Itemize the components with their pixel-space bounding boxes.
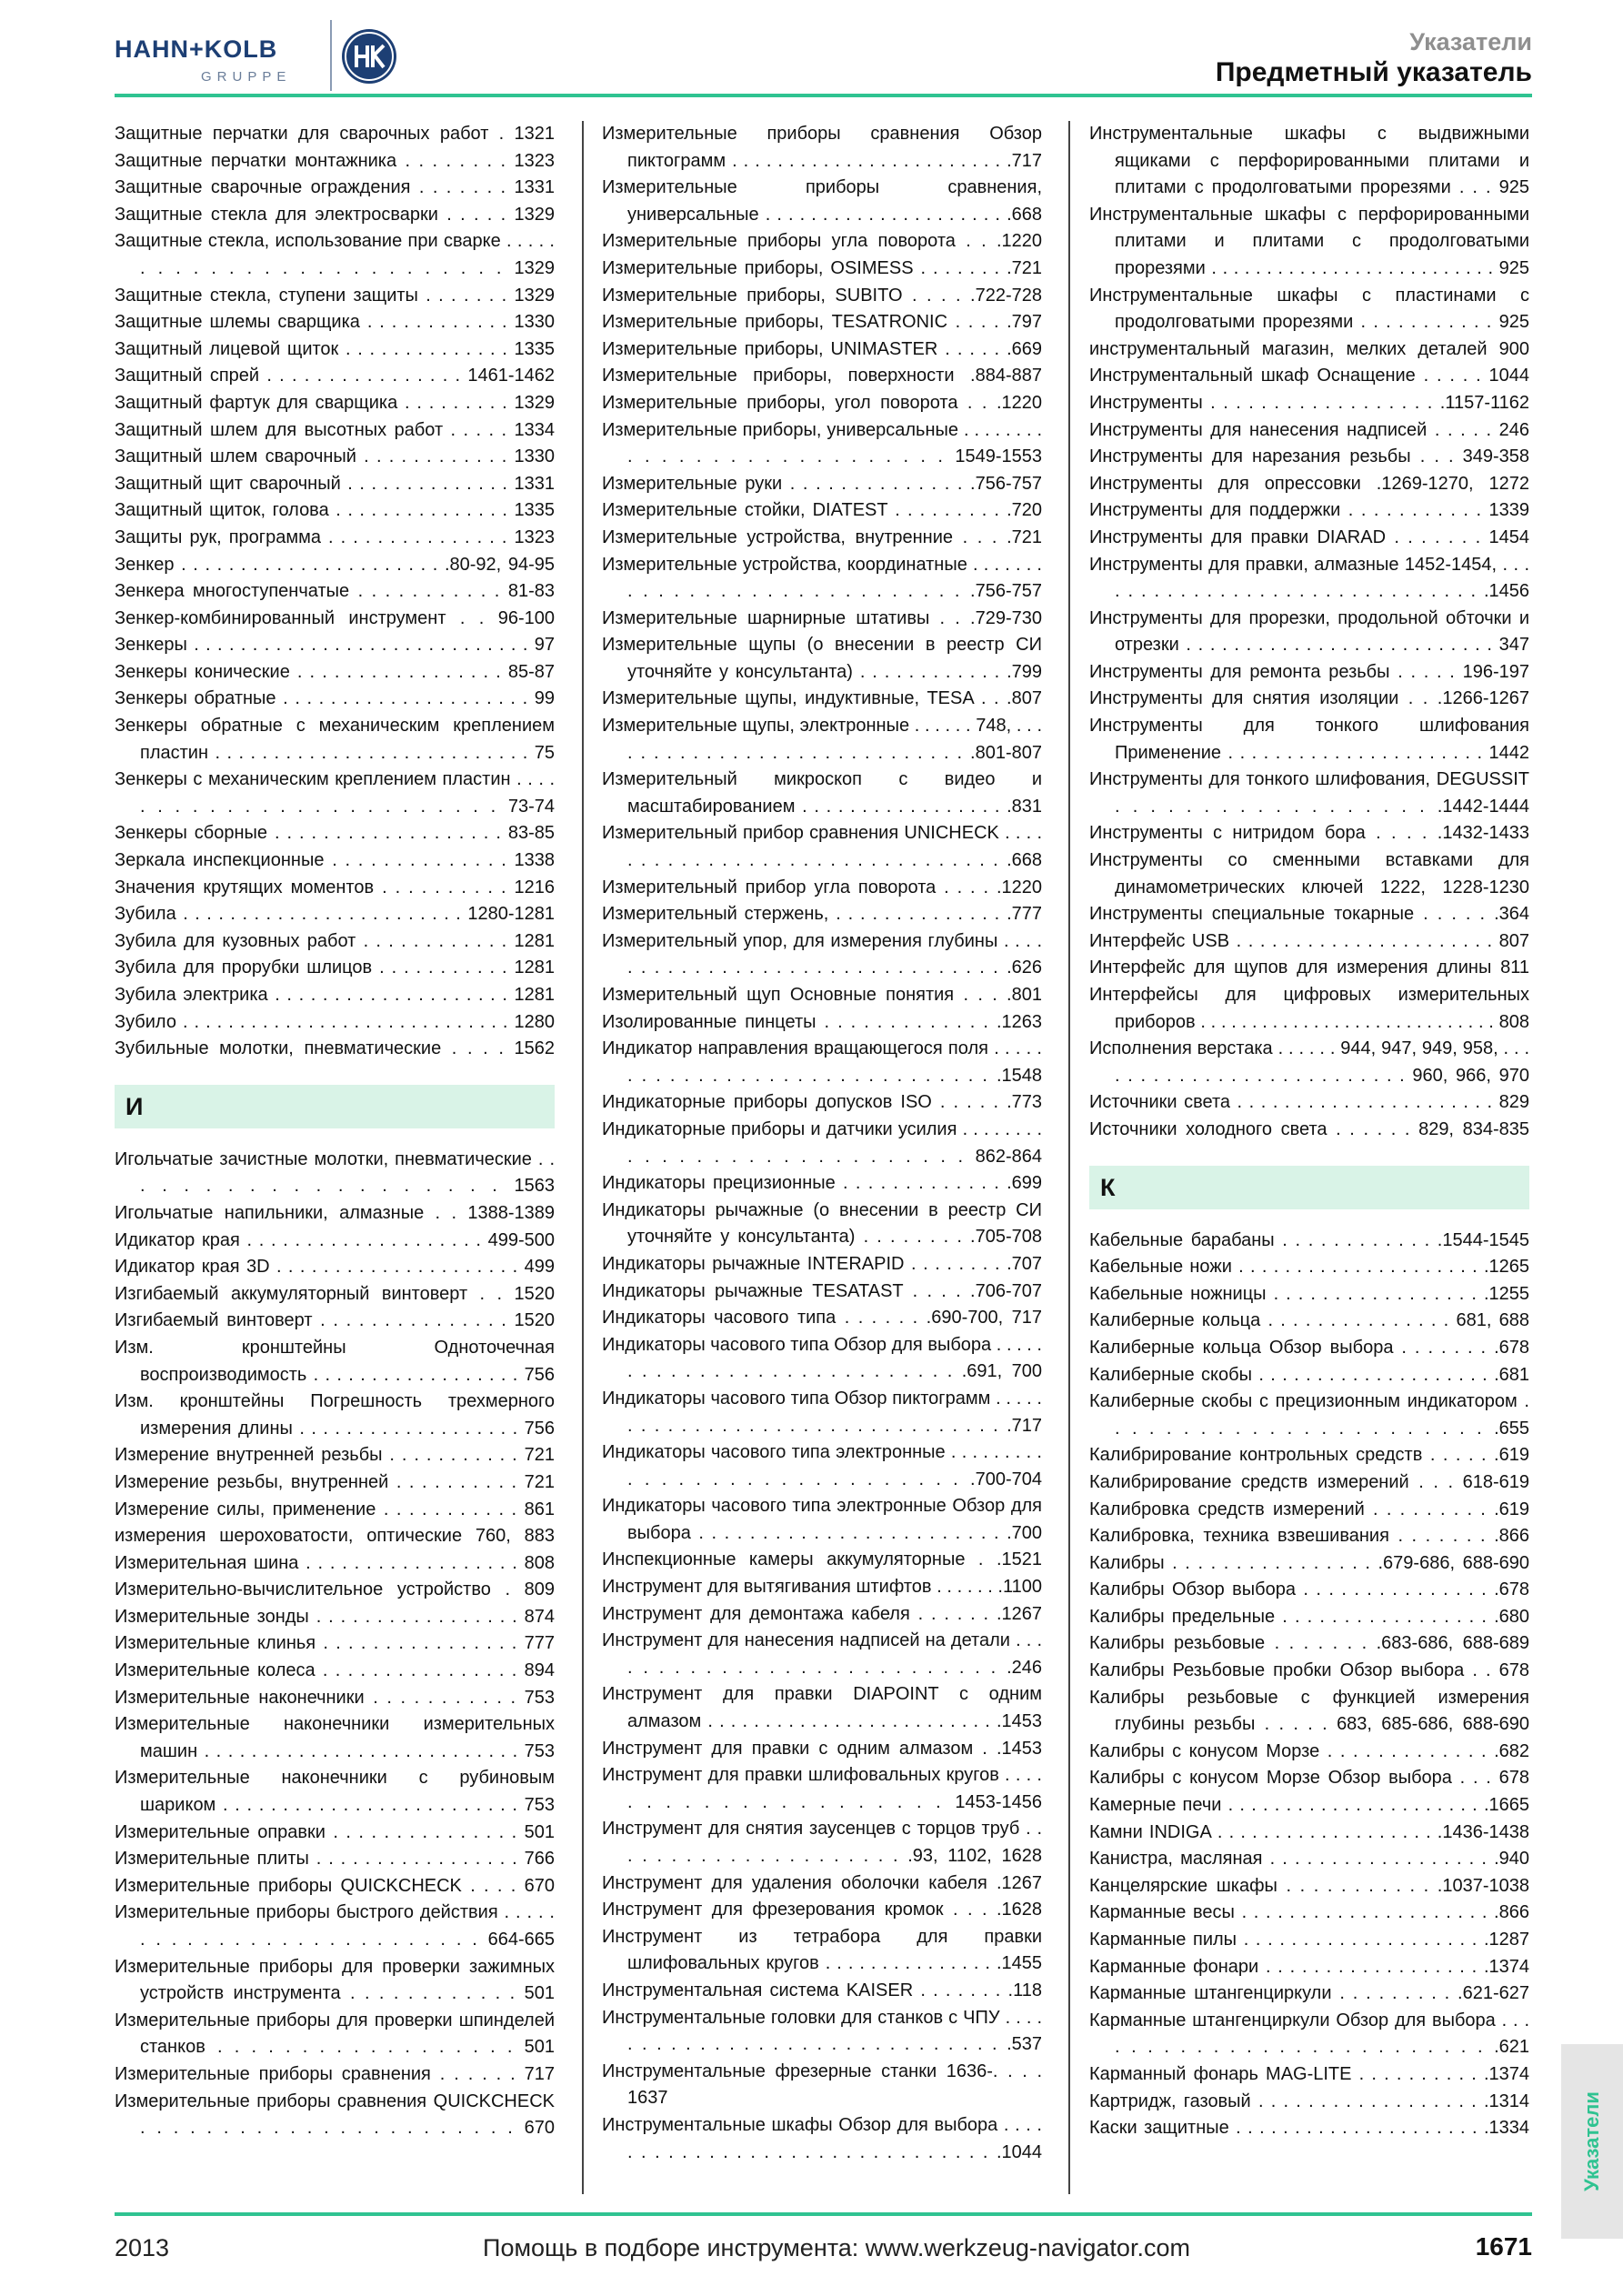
index-entry: Измерительные руки . . . . . . . . . . . . . . .756-757 xyxy=(602,473,1042,494)
index-entry: Измерительно-вычислительное устройство . 809 xyxy=(115,1579,555,1600)
page-header xyxy=(1216,27,1532,89)
index-entry: Измерительный прибор угла поворота . . . . .1220 xyxy=(602,877,1042,897)
index-entry: Измерительные приборы, поверхности .884-887 xyxy=(602,366,1042,386)
index-entry: Инструмент для вытягивания штифтов . . . . . . .1100 xyxy=(602,1577,1042,1598)
brand-logo xyxy=(115,20,415,93)
index-entry: Измерительные шарнирные штативы . . .729-730 xyxy=(602,607,1042,628)
footer-year: 2013 xyxy=(115,2234,170,2261)
index-entry: Зенкеры обратные . . . . . . . . . . . . . . . . . . . . . 99 xyxy=(115,688,555,709)
index-entry: Инструмент для фрезерования кромок . . . .1628 xyxy=(602,1900,1042,1920)
index-entry: Интерфейс для щупов для измерения длины 811 xyxy=(1089,958,1529,978)
letter-heading: И xyxy=(115,1085,555,1128)
brand-emblem-icon xyxy=(340,27,398,85)
index-entry: Калибры Обзор выбора . . . . . . . . . . . . . . . .678 xyxy=(1089,1579,1529,1600)
index-entry: Измерительные приборы, UNIMASTER . . . . . .669 xyxy=(602,338,1042,359)
index-entry: Инструмент для правки DIAPOINT с одним алмазом . . . . . . . . . . . . . . . . . . . . . . . . . .1453 xyxy=(602,1684,1042,1732)
index-entry: Инструменты для правки, алмазные 1452-1454, . . . . . . . . . . . . . . . . . . . . . . . . . . . . . . . .1456 xyxy=(1089,554,1529,602)
index-entry: Инструменты для прорезки, продольной обточки и отрезки . . . . . . . . . . . . . . . . . . . . . . . . . . 347 xyxy=(1089,607,1529,656)
index-entry: Инспекционные камеры аккумуляторные . .1521 xyxy=(602,1549,1042,1570)
index-entry: Зенкеры с механическим креплением пластин . . . . . . . . . . . . . . . . . . . . . . . . . 73-74 xyxy=(115,769,555,817)
letter-heading: К xyxy=(1089,1166,1529,1209)
index-entry: Источники холодного света . . . . . . 829, 834-835 xyxy=(1089,1118,1529,1139)
index-entry: Зубильные молотки, пневматические . . . . 1562 xyxy=(115,1038,555,1059)
index-column-3 xyxy=(1089,121,1529,2142)
index-entry: Защитный фартук для сварщика . . . . . . . . . 1329 xyxy=(115,392,555,413)
index-entry: Калибры резьбовые с функцией измерения глубины резьбы . . . . . 683, 685-686, 688-690 xyxy=(1089,1687,1529,1735)
index-entry: Инструментальная система KAISER . . . . . . . .118 xyxy=(602,1980,1042,2000)
index-entry: Защитные перчатки монтажника . . . . . . . . 1323 xyxy=(115,150,555,171)
index-entry: Изгибаемый винтоверт . . . . . . . . . . . . . . . 1520 xyxy=(115,1310,555,1331)
section-tab[interactable] xyxy=(1561,2044,1623,2239)
index-entry: Индикаторы часового типа Обзор пиктограмм . . . . . . . . . . . . . . . . . . . . . . . . . . . . . . . . . .717 xyxy=(602,1388,1042,1436)
index-entry: Камерные печи . . . . . . . . . . . . . . . . . . . . . . .1665 xyxy=(1089,1795,1529,1816)
index-entry: Зубило . . . . . . . . . . . . . . . . . . . . . . . . . . . . . 1280 xyxy=(115,1011,555,1032)
index-entry: Зенкера многоступенчатые . . . . . . . . . . . 81-83 xyxy=(115,581,555,602)
index-entry: Игольчатые напильники, алмазные . . 1388-1389 xyxy=(115,1202,555,1223)
index-entry: Защитный шлем сварочный . . . . . . . . . . . . 1330 xyxy=(115,446,555,467)
index-entry: Инструменты . . . . . . . . . . . . . . . . . . .1157-1162 xyxy=(1089,392,1529,413)
index-entry: Инструменты со сменными вставками для динамометрических ключей 1222, 1228-1230 xyxy=(1089,850,1529,897)
index-entry: измерения шероховатости, оптические 760, 883 xyxy=(115,1526,555,1547)
index-entry: Калибры с конусом Морзе Обзор выбора . . . 678 xyxy=(1089,1768,1529,1789)
index-entry: Измерительные наконечники измерительных машин . . . . . . . . . . . . . . . . . . . . . . . . . . . 753 xyxy=(115,1714,555,1761)
index-entry: Измерительные наконечники . . . . . . . . . . . 753 xyxy=(115,1687,555,1708)
index-entry: Канистра, масляная . . . . . . . . . . . . . . . . . . .940 xyxy=(1089,1849,1529,1870)
index-entry: Калибрирование контрольных средств . . . . . .619 xyxy=(1089,1445,1529,1466)
index-entry: Индикатор направления вращающегося поля . . . . . . . . . . . . . . . . . . . . . . . . . . . . . . . .1548 xyxy=(602,1038,1042,1086)
index-entry: Инструменты для снятия изоляции . . .1266-1267 xyxy=(1089,688,1529,709)
index-entry: Канцелярские шкафы . . . . . . . . . . . .1037-1038 xyxy=(1089,1875,1529,1896)
index-entry: Зеркала инспекционные . . . . . . . . . . . . . . 1338 xyxy=(115,850,555,871)
index-entry: Инструментальные шкафы с перфорированными плитами и плитами с продолговатыми прорезями . . . . . . . . . . . . . . . . . . . . . . . . . . 925 xyxy=(1089,204,1529,278)
index-entry: Защитный лицевой щиток . . . . . . . . . . . . . . 1335 xyxy=(115,338,555,359)
index-entry: Измерительные приборы быстрого действия . . . . . . . . . . . . . . . . . . . . . . . . . . . 664-665 xyxy=(115,1902,555,1950)
index-entry: Карманные пилы . . . . . . . . . . . . . . . . . . . . .1287 xyxy=(1089,1930,1529,1950)
index-entry: Инструменты для тонкого шлифования Применение . . . . . . . . . . . . . . . . . . . . . . 1442 xyxy=(1089,716,1529,763)
index-entry: Калиберные скобы с прецизионным индикатором . . . . . . . . . . . . . . . . . . . . . . . .655 xyxy=(1089,1391,1529,1439)
index-entry: Инструменты специальные токарные . . . . . .364 xyxy=(1089,904,1529,925)
index-entry: Защитные стекла для электросварки . . . . . 1329 xyxy=(115,204,555,225)
index-entry: Защитные стекла, использование при сварке . . . . . . . . . . . . . . . . . . . . . . . . . . 1329 xyxy=(115,231,555,278)
index-entry: Измерительные клинья . . . . . . . . . . . . . . . . 777 xyxy=(115,1633,555,1654)
index-column-1 xyxy=(115,121,555,2142)
index-entry: Зенкер . . . . . . . . . . . . . . . . . . . . . . .80-92, 94-95 xyxy=(115,554,555,575)
index-entry: Калибрирование средств измерений . . . 618-619 xyxy=(1089,1471,1529,1492)
index-entry: Инструменты для опрессовки .1269-1270, 1272 xyxy=(1089,473,1529,494)
index-entry: Калибры . . . . . . . . . . . . . . . . .679-686, 688-690 xyxy=(1089,1552,1529,1573)
index-entry: Карманные штангенциркули . . . . . . . . . .621-627 xyxy=(1089,1983,1529,2004)
index-entry: Измерительные устройства, координатные . . . . . . . . . . . . . . . . . . . . . . . . . . . . . .756-757 xyxy=(602,554,1042,602)
index-entry: Зенкеры конические . . . . . . . . . . . . . . . . . 85-87 xyxy=(115,661,555,682)
index-entry: Измерительный прибор сравнения UNICHECK . . . . . . . . . . . . . . . . . . . . . . . . . . . . . . . . .668 xyxy=(602,823,1042,871)
index-entry: Зубила для кузовных работ . . . . . . . . . . . . 1281 xyxy=(115,930,555,951)
index-entry: Защитные шлемы сварщика . . . . . . . . . . . . 1330 xyxy=(115,312,555,333)
index-entry: Измерительные плиты . . . . . . . . . . . . . . . . . 766 xyxy=(115,1849,555,1870)
index-entry: Защитный щиток, голова . . . . . . . . . . . . . . . 1335 xyxy=(115,500,555,521)
section-tab-label: Указатели xyxy=(1580,2091,1603,2191)
index-entry: Зенкеры . . . . . . . . . . . . . . . . . . . . . . . . . . . . . 97 xyxy=(115,635,555,656)
index-entry: Изм. кронштейны Погрешность трехмерного измерения длины . . . . . . . . . . . . . . . . . . . 756 xyxy=(115,1391,555,1439)
column-separator xyxy=(582,121,584,2194)
index-entry: Измерительные наконечники с рубиновым шариком . . . . . . . . . . . . . . . . . . . . . . . . . 753 xyxy=(115,1768,555,1816)
index-entry: Зенкеры сборные . . . . . . . . . . . . . . . . . . . 83-85 xyxy=(115,823,555,844)
brand-name: HAHN+KOLB xyxy=(115,35,278,63)
index-entry: Карманные штангенциркули Обзор для выбора . . . . . . . . . . . . . . . . . . . . . . . . . . .621 xyxy=(1089,2010,1529,2058)
page-number: 1671 xyxy=(1475,2232,1532,2261)
index-entry: Инструментальные шкафы с пластинами с продолговатыми прорезями . . . . . . . . . . . 925 xyxy=(1089,285,1529,333)
index-entry: Картридж, газовый . . . . . . . . . . . . . . . . . . .1314 xyxy=(1089,2090,1529,2111)
index-entry: Зенкер-комбинированный инструмент . . 96-100 xyxy=(115,607,555,628)
index-entry: Измерительные приборы угла поворота . . .1220 xyxy=(602,231,1042,252)
index-entry: Измерительные приборы QUICKCHECK . . . . 670 xyxy=(115,1875,555,1896)
index-entry: Индикаторы часового типа Обзор для выбора . . . . . . . . . . . . . . . . . . . . . . . . . . . . .691, 700 xyxy=(602,1334,1042,1382)
index-entry: Интерфейс USB . . . . . . . . . . . . . . . . . . . . . . 807 xyxy=(1089,930,1529,951)
index-entry: Измерительный щуп Основные понятия . . . .801 xyxy=(602,985,1042,1005)
index-entry: Инструментальные фрезерные станки 1636-. . . . 1637 xyxy=(602,2060,1042,2109)
index-entry: Измерительные приборы, SUBITO . . . . .722-728 xyxy=(602,285,1042,306)
index-entry: Защитный спрей . . . . . . . . . . . . . . . . 1461-1462 xyxy=(115,366,555,386)
index-entry: Защиты рук, программа . . . . . . . . . . . . . . . 1323 xyxy=(115,526,555,547)
index-entry: Калибровка, техника взвешивания . . . . . . . .866 xyxy=(1089,1526,1529,1547)
index-entry: Идикатор края . . . . . . . . . . . . . . . . . . . . 499-500 xyxy=(115,1229,555,1250)
index-entry: Измерительные устройства, внутренние . . . .721 xyxy=(602,526,1042,547)
section-title: Указатели xyxy=(1409,28,1532,55)
index-entry: Измерительный стержень, . . . . . . . . . . . . . . .777 xyxy=(602,904,1042,925)
page-title: Предметный указатель xyxy=(1215,57,1532,87)
index-entry: Инструмент для нанесения надписей на детали . . . . . . . . . . . . . . . . . . . . . . . . . . . .246 xyxy=(602,1630,1042,1678)
column-separator xyxy=(1068,121,1070,2194)
index-entry: Измерительные зонды . . . . . . . . . . . . . . . . . 874 xyxy=(115,1606,555,1627)
index-entry: Зенкеры обратные с механическим креплением пластин . . . . . . . . . . . . . . . . . . . . . . . . . . . 75 xyxy=(115,716,555,763)
index-entry: Измерительные приборы, угол поворота . . .1220 xyxy=(602,392,1042,413)
index-entry: Инструменты для нанесения надписей . . . . . 246 xyxy=(1089,419,1529,440)
index-entry: Идикатор края 3D . . . . . . . . . . . . . . . . . . . . . 499 xyxy=(115,1257,555,1278)
index-entry: Измерительный упор, для измерения глубины . . . . . . . . . . . . . . . . . . . . . . . . . . . . . . . . .626 xyxy=(602,930,1042,978)
index-entry: Игольчатые зачистные молотки, пневматические . . . . . . . . . . . . . . . . . . . 1563 xyxy=(115,1148,555,1197)
index-entry: Кабельные ножи . . . . . . . . . . . . . . . . . . . . . .1265 xyxy=(1089,1257,1529,1278)
index-entry: Измерительные приборы, OSIMESS . . . . . . . .721 xyxy=(602,257,1042,278)
index-entry: Кабельные ножницы . . . . . . . . . . . . . . . . . .1255 xyxy=(1089,1283,1529,1304)
index-entry: Измерение силы, применение . . . . . . . . . . . 861 xyxy=(115,1499,555,1519)
brand-subtitle: GRUPPE xyxy=(201,69,292,85)
index-entry: Инструменты для нарезания резьбы . . . 349-358 xyxy=(1089,446,1529,467)
index-entry: Измерительные стойки, DIATEST . . . . . . . . . .720 xyxy=(602,500,1042,521)
index-entry: Индикаторы прецизионные . . . . . . . . . . . . . .699 xyxy=(602,1173,1042,1194)
index-entry: Инструментальный шкаф Оснащение . . . . . 1044 xyxy=(1089,366,1529,386)
index-entry: Измерительные щупы, электронные . . . . . . 748, . . . . . . . . . . . . . . . . . . . . . . . . . . . . . .801-807 xyxy=(602,716,1042,763)
index-entry: Источники света . . . . . . . . . . . . . . . . . . . . . . 829 xyxy=(1089,1092,1529,1113)
index-entry: Измерительный микроскоп с видео и масштабированием . . . . . . . . . . . . . . . . . .831 xyxy=(602,769,1042,817)
index-entry: Калибры с конусом Морзе . . . . . . . . . . . . . .682 xyxy=(1089,1740,1529,1761)
index-entry: Защитные сварочные ограждения . . . . . . . 1331 xyxy=(115,177,555,198)
index-entry: Измерительные приборы для проверки шпинделей станков . . . . . . . . . . . . . . . . . . 501 xyxy=(115,2010,555,2058)
index-entry: Инструменты с нитридом бора . . . . .1432-1433 xyxy=(1089,823,1529,844)
header-rule xyxy=(115,94,1532,97)
index-entry: Зубила . . . . . . . . . . . . . . . . . . . . . . . . 1280-1281 xyxy=(115,904,555,925)
index-entry: Защитный щит сварочный . . . . . . . . . . . . . . 1331 xyxy=(115,473,555,494)
index-entry: Инструменты для ремонта резьбы . . . . . 196-197 xyxy=(1089,661,1529,682)
index-entry: Калибры резьбовые . . . . . . . .683-686, 688-689 xyxy=(1089,1633,1529,1654)
index-entry: Измерительные приборы сравнения, универсальные . . . . . . . . . . . . . . . . . . . . . .668 xyxy=(602,177,1042,225)
index-entry: Индикаторные приборы и датчики усилия . . . . . . . . . . . . . . . . . . . . . . . . . . . . 862-864 xyxy=(602,1118,1042,1167)
index-entry: Инструмент для правки с одним алмазом . .1453 xyxy=(602,1738,1042,1759)
index-entry: Инструмент для удаления оболочки кабеля .1267 xyxy=(602,1872,1042,1893)
index-entry: Калиберные кольца . . . . . . . . . . . . . . . 681, 688 xyxy=(1089,1310,1529,1331)
index-entry: Измерение внутренней резьбы . . . . . . . . . . . 721 xyxy=(115,1445,555,1466)
index-entry: Измерение резьбы, внутренней . . . . . . . . . . 721 xyxy=(115,1471,555,1492)
index-entry: Инструмент для снятия заусенцев с торцов труб . . . . . . . . . . . . . . . . . . . . . .93, 1102, 1628 xyxy=(602,1819,1042,1866)
index-entry: Защитные перчатки для сварочных работ . 1321 xyxy=(115,124,555,144)
index-entry: инструментальный магазин, мелких деталей 900 xyxy=(1089,338,1529,359)
index-entry: Измерительные приборы, универсальные . . . . . . . . . . . . . . . . . . . . . . . . . . . 1549-1553 xyxy=(602,419,1042,467)
logo-divider xyxy=(330,20,332,91)
index-entry: Инструментальные шкафы с выдвижными ящиками с перфорированными плитами и плитами с продолговатыми прорезями . . . 925 xyxy=(1089,124,1529,198)
index-entry: Измерительные щупы (о внесении в реестр СИ уточняйте у консультанта) . . . . . . . . . . . . .799 xyxy=(602,635,1042,682)
index-column-2 xyxy=(602,121,1042,2166)
index-entry: Инструментальные шкафы Обзор для выбора . . . . . . . . . . . . . . . . . . . . . . . . . . . . . . . .1044 xyxy=(602,2114,1042,2162)
index-entry: Инструмент для демонтажа кабеля . . . . . . .1267 xyxy=(602,1603,1042,1624)
index-entry: Кабельные барабаны . . . . . . . . . . . . .1544-1545 xyxy=(1089,1229,1529,1250)
index-entry: Калиберные скобы . . . . . . . . . . . . . . . . . . . . .681 xyxy=(1089,1364,1529,1385)
index-entry: Инструмент для правки шлифовальных кругов . . . . . . . . . . . . . . . . . . . . . 1453-1456 xyxy=(602,1765,1042,1812)
index-entry: Индикаторы часового типа электронные . . . . . . . . . . . . . . . . . . . . . . . . . . . . . .700-704 xyxy=(602,1442,1042,1489)
index-entry: Инструменты для правки DIARAD . . . . . . . 1454 xyxy=(1089,526,1529,547)
index-entry: Карманные весы . . . . . . . . . . . . . . . . . . . . . .866 xyxy=(1089,1902,1529,1923)
index-entry: Камни INDIGA . . . . . . . . . . . . . . . . . . . .1436-1438 xyxy=(1089,1821,1529,1842)
footer-rule xyxy=(115,2212,1532,2216)
index-entry: Калиберные кольца Обзор выбора . . . . . . . .678 xyxy=(1089,1337,1529,1358)
index-entry: Карманный фонарь MAG-LITE . . . . . . . . . . .1374 xyxy=(1089,2063,1529,2084)
index-entry: Измерительные приборы сравнения Обзор пиктограмм . . . . . . . . . . . . . . . . . . . . . . . . .717 xyxy=(602,124,1042,171)
index-entry: Измерительные оправки . . . . . . . . . . . . . . . 501 xyxy=(115,1821,555,1842)
index-entry: Калибры предельные . . . . . . . . . . . . . . . . . .680 xyxy=(1089,1606,1529,1627)
index-entry: Инструменты для тонкого шлифования, DEGUSSIT . . . . . . . . . . . . . . . . . . .1442-1444 xyxy=(1089,769,1529,817)
index-entry: Каски защитные . . . . . . . . . . . . . . . . . . . . . .1334 xyxy=(1089,2118,1529,2139)
index-entry: Интерфейсы для цифровых измерительных приборов . . . . . . . . . . . . . . . . . . . . . . . . . . . . . 808 xyxy=(1089,985,1529,1032)
index-entry: Изолированные пинцеты . . . . . . . . . . . . . .1263 xyxy=(602,1011,1042,1032)
index-entry: Индикаторы часового типа электронные Обзор для выбора . . . . . . . . . . . . . . . . . . . . . . . . .700 xyxy=(602,1496,1042,1543)
index-entry: Защитные стекла, ступени защиты . . . . . . . 1329 xyxy=(115,285,555,306)
index-entry: Измерительные щупы, индуктивные, TESA . . .807 xyxy=(602,688,1042,709)
index-entry: Карманные фонари . . . . . . . . . . . . . . . . . . .1374 xyxy=(1089,1956,1529,1977)
index-entry: Изгибаемый аккумуляторный винтоверт . . 1520 xyxy=(115,1283,555,1304)
index-entry: Индикаторные приборы допусков ISO . . . . . .773 xyxy=(602,1092,1042,1113)
index-entry: Индикаторы рычажные TESATAST . . . . .706-707 xyxy=(602,1280,1042,1301)
index-entry: Значения крутящих моментов . . . . . . . . . . 1216 xyxy=(115,877,555,897)
index-entry: Индикаторы часового типа . . . . . . .690-700, 717 xyxy=(602,1308,1042,1328)
index-entry: Индикаторы рычажные INTERAPID . . . . . . . . .707 xyxy=(602,1253,1042,1274)
index-entry: Измерительные колеса . . . . . . . . . . . . . . . . 894 xyxy=(115,1660,555,1681)
index-entry: Измерительная шина . . . . . . . . . . . . . . . . . . 808 xyxy=(115,1552,555,1573)
index-entry: Измерительные приборы для проверки зажимных устройств инструмента . . . . . . . . . . . . 501 xyxy=(115,1956,555,2004)
index-entry: Исполнения верстака . . . . . . 944, 947, 949, 958, . . . . . . . . . . . . . . . . . . . . . . . . . . 960, 966, 970 xyxy=(1089,1038,1529,1086)
footer-help-text: Помощь в подборе инструмента: www.werkzeug-navigator.com xyxy=(483,2234,1190,2261)
index-entry: Измерительные приборы сравнения . . . . . . 717 xyxy=(115,2063,555,2084)
index-entry: Зубила для прорубки шлицов . . . . . . . . . . . 1281 xyxy=(115,958,555,978)
index-entry: Изм. кронштейны Одноточечная воспроизводимость . . . . . . . . . . . . . . . . . . 756 xyxy=(115,1337,555,1385)
index-entry: Калибровка средств измерений . . . . . . . . . .619 xyxy=(1089,1499,1529,1519)
index-entry: Индикаторы рычажные (о внесении в реестр СИ уточняйте у консультанта) . . . . . . . . .705-708 xyxy=(602,1199,1042,1248)
index-entry: Зубила электрика . . . . . . . . . . . . . . . . . . . . 1281 xyxy=(115,985,555,1005)
index-entry: Защитный шлем для высотных работ . . . . . 1334 xyxy=(115,419,555,440)
index-entry: Инструментальные головки для станков с ЧПУ . . . . . . . . . . . . . . . . . . . . . . . . . . . . . . .537 xyxy=(602,2007,1042,2055)
index-entry: Измерительные приборы, TESATRONIC . . . . .797 xyxy=(602,312,1042,333)
index-entry: Инструменты для поддержки . . . . . . . . . . . 1339 xyxy=(1089,500,1529,521)
index-entry: Измерительные приборы сравнения QUICKCHECK . . . . . . . . . . . . . . . . . . . . . . . 670 xyxy=(115,2090,555,2139)
index-entry: Калибры Резьбовые пробки Обзор выбора . . 678 xyxy=(1089,1660,1529,1681)
index-entry: Инструмент из тетрабора для правки шлифовальных кругов . . . . . . . . . . . . . . . .1455 xyxy=(602,1926,1042,1974)
